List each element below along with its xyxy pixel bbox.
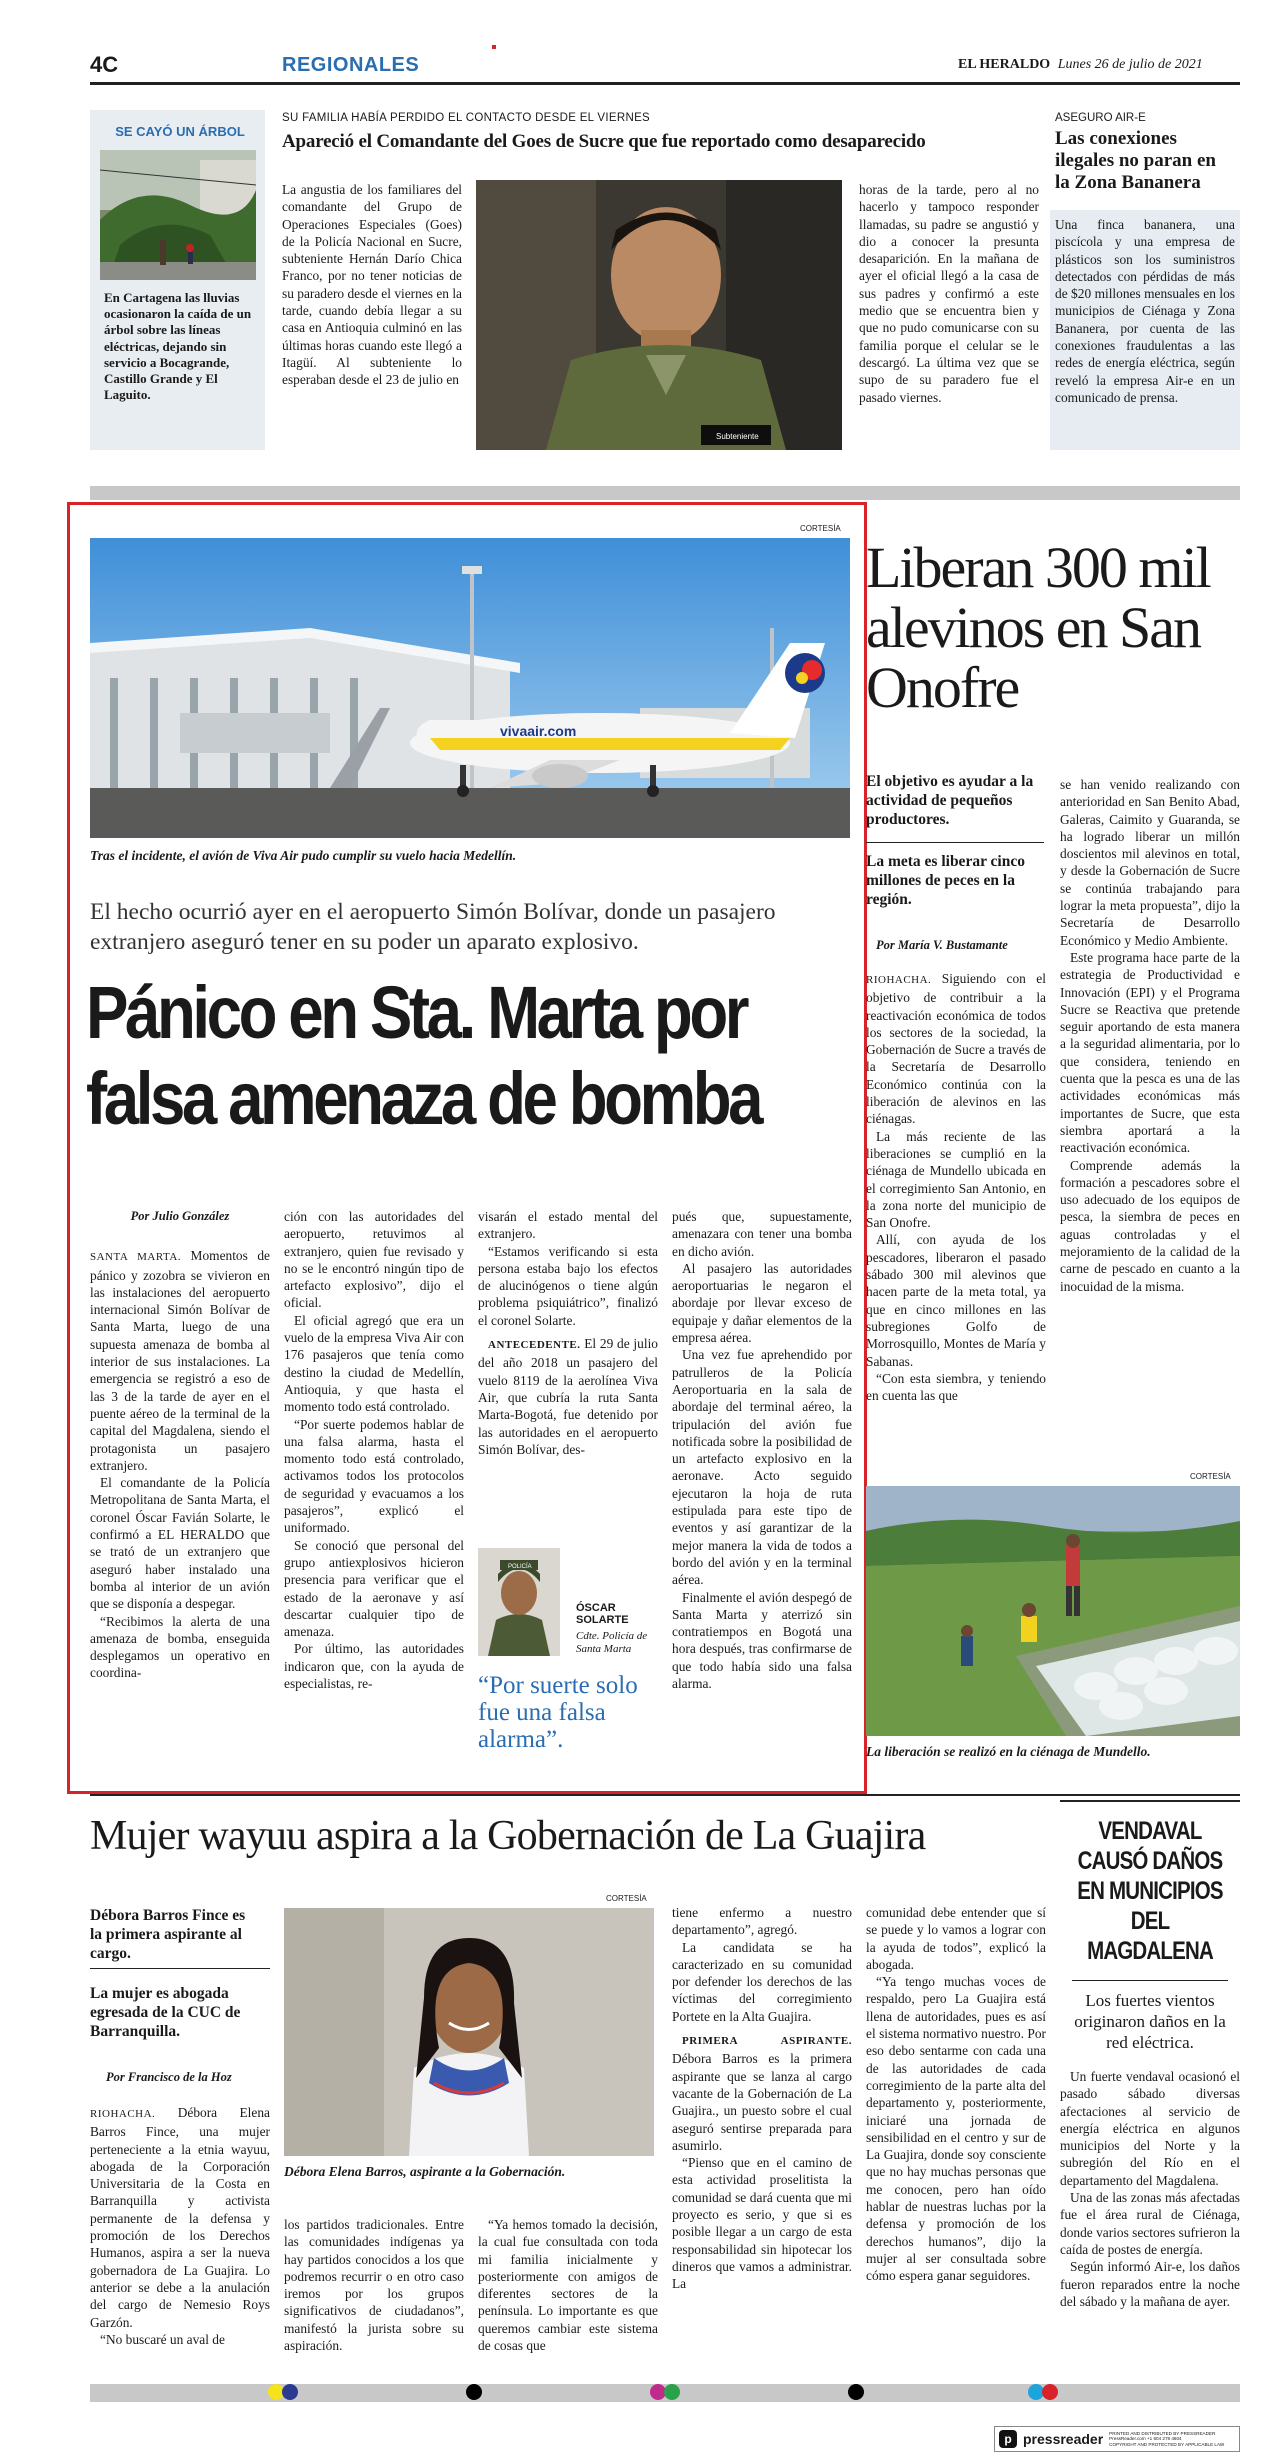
bomb-headline (86, 970, 761, 1142)
quote-name: ÓSCAR SOLARTE (576, 1602, 629, 1626)
wayuu-deck2: La mujer es abogada egresada de la CUC de Barranquilla. (90, 1985, 241, 2040)
section-title: REGIONALES (282, 54, 420, 76)
wayuu-col5 (866, 1904, 1046, 2285)
color-dot-red (1042, 2384, 1058, 2400)
bomb-col3-p1: visarán el estado mental del extranjero. (478, 1209, 658, 1242)
bomb-col2 (284, 1208, 464, 1692)
wayuu-col2 (284, 2216, 464, 2354)
plane-logo-text: vivaair.com (500, 723, 577, 739)
bomb-dateline: SANTA MARTA. (90, 1251, 182, 1264)
bomb-col1-p3: “Recibimos la alerta de una amenaza de bomba, enseguida desplegamos un operativo en coordina- (90, 1613, 270, 1681)
cap-badge-text: POLICÍA (508, 1564, 532, 1570)
color-dot-blue (282, 2384, 298, 2400)
pressreader-brand: pressreader (1023, 2431, 1104, 2447)
bomb-headline-line2: falsa amenaza de bomba (86, 1057, 761, 1140)
alevinos-col2-p3: Comprende además la formación a pescadores sobre el uso adecuado de los equipos de pesca, la siembra de peces en aguas controladas y el mejoramiento de la calidad de la carne de pescado en cuanto a la inocuidad de la misma. (1060, 1157, 1240, 1294)
vendaval-body (1060, 2068, 1240, 2310)
header-rule (90, 82, 1240, 85)
alevinos-col1-p1: Siguiendo con el objetivo de contribuir a la reactivación económica de todos los sectores de la sociedad, la Gobernación de Sucre a través de la Secretaría de Desarrollo Económico continúa con la liberación de alevinos en las ciénagas. (866, 971, 1046, 1127)
wayuu-photo (284, 1908, 654, 2156)
bomb-col2-p5: Por último, las autoridades indicaron que, con la ayuda de especialistas, re- (284, 1641, 464, 1692)
solarte-photo (478, 1548, 560, 1656)
pressreader-line-1: PRINTED AND DISTRIBUTED BY PRESSREADER (1109, 2430, 1216, 2436)
bomb-col4 (672, 1208, 852, 1692)
goes-col1-text: La angustia de los familiares del comandante del Grupo de Operaciones Especiales (Goes) de la Policía Nacional en Sucre, subteniente Hernán Darío Chica Franco, por no tener noticias de su paradero desde el viernes en la tarde, cuando debía llegar a su casa en Antioquia culminó en las últimas horas cuando este llegó a Itagüí. Al subteniente lo esperaban desde el 23 de julio en (282, 182, 462, 388)
wayuu-photo-credit: CORTESÍA (606, 1894, 647, 1903)
wayuu-col2-p1: los partidos tradicionales. Entre las comunidades indígenas ya hay partidos conocidos a los que podremos recurrir o en otro caso iremos por los grupos significativos de ciudadanos”, manifestó la jurista sobre su aspiración. (284, 2217, 464, 2354)
alevinos-deck2: La meta es liberar cinco millones de peces en la región. (866, 853, 1025, 908)
goes-col2-text: horas de la tarde, pero al no hacerlo y tampoco responder llamadas, su padre se angustió y dio a conocer la presunta desaparición. En la mañana de ayer el oficial llegó a la casa de sus padres y confirmó a este medio que se encuentra bien y que no pudo comunicarse con su familia porque el celular se le descargó. La última vez que se supo de su paradero fue el pasado viernes. (859, 182, 1039, 405)
pressreader-lines (1109, 2431, 1224, 2447)
paper-name: EL HERALDO (958, 57, 1051, 72)
bomb-col4-p1: pués que, supuestamente, amenazara con tener una bomba en dicho avión. (672, 1209, 852, 1259)
goes-kicker: SU FAMILIA HABÍA PERDIDO EL CONTACTO DESDE EL VIERNES (282, 112, 651, 124)
goes-col2 (859, 181, 1039, 406)
alevinos-dateline: RIOHACHA. (866, 974, 932, 986)
bomb-col4-p3: Una vez fue aprehendido por patrulleros de la Policía Aeroportuaria en la sala de abordaje del terminal aéreo, la tripulación del avión fue notificada sobre la posibilidad de un artefacto explosivo en la aeronave. Acto seguido ejecutaron la hoja de ruta estipulada para este tipo de eventos y así garantizar de la mejor manera la vida de todos a bordo del avión y en la terminal aérea. (672, 1347, 852, 1588)
section-rule (90, 1794, 1240, 1796)
alevinos-headline: Liberan 300 mil alevinos en San Onofre (866, 535, 1210, 720)
wayuu-col4-p4: “Pienso que en el camino de esta actividad proselitista la comunidad se dará cuenta que mi proyecto es serio, y que si es posible llegar a un cargo de esta responsabilidad sin hipotecar los dineros que vamos a administrar. La (672, 2155, 852, 2292)
viva-air-photo (90, 538, 850, 838)
bomb-col4-p4: Finalmente el avión despegó de Santa Marta y aterrizó sin contratiempos en Bogotá una hora después, tras confirmarse de que todo había sido una falsa alarma. (672, 1589, 852, 1692)
aire-body (1055, 216, 1235, 406)
bomb-photo-caption: Tras el incidente, el avión de Viva Air pudo cumplir su vuelo hacia Medellín. (90, 848, 517, 863)
wayuu-col1-p2: “No buscaré un aval de (100, 2331, 225, 2347)
wayuu-col4-p1: tiene enfermo a nuestro departamento”, agregó. (672, 1905, 852, 1938)
bomb-col2-p2: El oficial agregó que era un vuelo de la empresa Viva Air con 176 pasajeros que tenía como destino la ciudad de Medellín, Antioquia, y que hasta el momento todo está controlado. (284, 1312, 464, 1415)
registration-marks (0, 2384, 1280, 2402)
alevinos-col2-p1: se han venido realizando con anterioridad en San Benito Abad, Galeras, Caimito y Guaranda, se ha logrado liberar un millón doscientos mil alevinos en total, y desde la Gobernación de Sucre se continúa trabajando para lograr la meta propuesta”, dijo la Secretaría de Desarrollo Económico y Medio Ambiente. (1060, 777, 1240, 948)
red-marker (492, 45, 496, 49)
wayuu-col3-p1: “Ya hemos tomado la decisión, la cual fue consultada con toda mi familia inicialmente y posteriormente con amigos de diferentes sectores de la península. Lo importante es que queremos cambiar este sistema de cosas que (478, 2217, 658, 2354)
wayuu-dateline: RIOHACHA. (90, 2108, 156, 2120)
goes-col1 (282, 181, 462, 389)
header-dateline (958, 57, 1203, 73)
color-dot-green (664, 2384, 680, 2400)
vendaval-p1: Un fuerte vendaval ocasionó el pasado sábado diversas afectaciones al servicio de energía eléctrica en algunos municipios del Norte y la subregión del Río en el departamento del Magdalena. (1060, 2069, 1240, 2188)
pressreader-line-3: COPYRIGHT AND PROTECTED BY APPLICABLE LAW (1109, 2441, 1225, 2447)
tree-caption: En Cartagena las lluvias ocasionaron la caída de un árbol sobre las líneas eléctricas, dejando sin servicio a Bocagrande, Castillo Grande y El Laguito. (104, 290, 252, 403)
wayuu-byline: Por Francisco de la Hoz (106, 2070, 232, 2084)
wayuu-col5-p1: comunidad debe entender que sí se puede y lo vamos a lograr con la ayuda de todos”, explicó la abogada. (866, 1905, 1046, 1972)
alevinos-deck1: El objetivo es ayudar a la actividad de pequeños productores. (866, 773, 1034, 828)
wayuu-headline: Mujer wayuu aspira a la Gobernación de La Guajira (90, 1813, 926, 1859)
alevinos-col2 (1060, 776, 1240, 1295)
bomb-col3-lead: ANTECEDENTE. (488, 1339, 581, 1352)
bomb-deck: El hecho ocurrió ayer en el aeropuerto Simón Bolívar, donde un pasajero extranjero aseguró tener en su poder un aparato explosivo. (90, 899, 776, 955)
bomb-headline-line1: Pánico en Sta. Marta por (86, 971, 747, 1054)
wayuu-deck-rule (90, 1968, 270, 1969)
bomb-col3 (478, 1208, 658, 1458)
aire-headline: Las conexiones ilegales no paran en la Zona Bananera (1055, 128, 1216, 193)
issue-date: Lunes 26 de julio de 2021 (1057, 57, 1203, 72)
alevinos-col1-p2: La más reciente de las liberaciones se cumplió en la ciénaga de Mundello ubicada en el corregimiento San Antonio, en la zona norte del municipio de San Onofre. (866, 1128, 1046, 1231)
tree-box-title: SE CAYÓ UN ÁRBOL (115, 124, 245, 139)
vendaval-deck: Los fuertes vientos originaron daños en la red eléctrica. (1074, 1991, 1226, 2052)
alevinos-col2-p2: Este programa hace parte de la estrategia de Productividad e Innovación (EPI) y el Programa Sucre se Reactiva que pretende seguir aportando de esta manera a la seguridad alimentaria, por lo que considera, teniendo en cuenta que la pesca es una de las actividades económicas más importantes de Sucre, que esta siembra aportará a la reactivación económica. (1060, 949, 1240, 1156)
tree-photo (100, 150, 256, 280)
vendaval-top-rule (1060, 1800, 1240, 1802)
wayuu-col3 (478, 2216, 658, 2354)
alevinos-deck-rule (866, 842, 1044, 843)
quote-role: Cdte. Policía de Santa Marta (576, 1630, 648, 1655)
wayuu-col4-p3: Débora Barros es la primera aspirante que se lanza al cargo vacante de la Gobernación de La Guajira., un puesto sobre el cual aseguró sentirse preparada para asumirlo. (672, 2051, 852, 2153)
vendaval-rule (1072, 1980, 1228, 1981)
aire-kicker: ASEGURO AIR-E (1055, 112, 1146, 124)
page-number: 4C (90, 52, 119, 77)
vendaval-headline: VENDAVAL CAUSÓ DAÑOS EN MUNICIPIOS DEL MAGDALENA (1077, 1817, 1223, 1965)
vendaval-p3: Según informó Air-e, los daños fueron reparados entre la noche del sábado y la mañana de ayer. (1060, 2259, 1240, 2309)
bomb-col2-p1: ción con las autoridades del aeropuerto, retuvimos al extranjero, quien fue revisado y no se le encontró ningún tipo de artefacto explosivo”, dijo el oficial. (284, 1209, 464, 1311)
pressreader-icon: p (999, 2430, 1017, 2448)
alevinos-col1-p4: “Con esta siembra, y teniendo en cuenta las que (866, 1370, 1046, 1404)
wayuu-col4 (672, 1904, 852, 2293)
wayuu-deck1: Débora Barros Fince es la primera aspirante al cargo. (90, 1907, 246, 1962)
alevinos-caption: La liberación se realizó en la ciénaga de Mundello. (866, 1744, 1151, 1759)
goes-officer-photo (476, 180, 842, 450)
pull-quote: “Por suerte solo fue una falsa alarma”. (478, 1672, 638, 1753)
bomb-col2-p3: “Por suerte podemos hablar de una falsa alarma, hasta el momento todo está controlado, activamos todos los protocolos de seguridad y evacuamos a los pasajeros”, explicó el uniformado. (284, 1416, 464, 1536)
bomb-col3-p3: El 29 de julio del año 2018 un pasajero del vuelo 8119 de la aerolínea Viva Air, que cubría la ruta Santa Marta-Bogotá, fue detenido por las autoridades en el aeropuerto Simón Bolívar, des- (478, 1336, 658, 1457)
bomb-col3-p2: “Estamos verificando si esta persona estaba bajo los efectos de alucinógenos o tiene algún problema psiquiátrico”, finalizó el coronel Solarte. (478, 1243, 658, 1328)
band-divider (90, 486, 1240, 500)
bomb-col1 (90, 1208, 270, 1682)
bomb-byline: Por Julio González (130, 1209, 230, 1223)
bomb-col1-p2: El comandante de la Policía Metropolitana de Santa Marta, el coronel Óscar Favián Solarte, le confirmó a EL HERALDO que se trató de un extranjero que aseguró haber instalado una bomba al interior de un avión que se disponía a despegar. (90, 1475, 270, 1612)
pressreader-stamp (994, 2426, 1240, 2452)
bomb-photo-credit: CORTESÍA (800, 524, 841, 533)
wayuu-caption: Débora Elena Barros, aspirante a la Gobernación. (284, 2164, 566, 2179)
alevinos-photo (866, 1486, 1240, 1736)
alevinos-col1 (866, 970, 1046, 1404)
alevinos-photo-credit: CORTESÍA (1190, 1472, 1231, 1481)
bomb-col1-p1: Momentos de pánico y zozobra se vivieron en las instalaciones del aeropuerto internacional Simón Bolívar de Santa Marta, luego de una supuesta amenaza de bomba al interior de sus instalaciones. La emergencia se registró a eso de las 3 de la tarde de ayer en el puente aéreo de la terminal de la capital del Magdalena, siendo el protagonista un pasajero extranjero. (90, 1248, 270, 1473)
vendaval-p2: Una de las zonas más afectadas fue el área rural de Ciénaga, donde varios sectores sufrieron la caída de postes de energía. (1060, 2190, 1240, 2257)
bomb-col2-p4: Se conoció que personal del grupo antiexplosivos hicieron presencia para verificar que el estado de la aeronave y así descartar cualquier tipo de amenaza. (284, 1537, 464, 1640)
aire-body-text: Una finca bananera, una piscícola y una empresa de plásticos son los suministros detectados con pérdidas de más de $20 millones mensuales en los municipios de Ciénaga y Zona Bananera, por cuenta de las conexiones fraudulentas a las redes de energía eléctrica, según reveló la empresa Air-e en un comunicado de prensa. (1055, 217, 1235, 405)
pressreader-line-2: PressReader.com +1 604 278 4604 (1109, 2436, 1182, 2442)
bomb-col4-p2: Al pasajero las autoridades aeroportuarias le negaron el abordaje por llevar exceso de equipaje y dañar elementos de la empresa aérea. (672, 1260, 852, 1346)
alevinos-col1-p3: Allí, con ayuda de los pescadores, liberaron el pasado sábado 300 mil alevinos que hacen parte de la meta total, ya que en cinco millones en las subregiones Golfo de Morrosquillo, Montes de María y Sabanas. (866, 1232, 1046, 1369)
wayuu-col4-p2: La candidata se ha caracterizado en su comunidad por defender los derechos de las víctimas del corregimiento Portete en la Alta Guajira. (672, 1939, 852, 2024)
wayuu-col1-p1: Débora Elena Barros Fince, una mujer perteneciente a la etnia wayuu, abogada de la Corporación Universitaria de la Costa en Barranquilla y activista permanente de la defensa y promoción de los Derechos Humanos, aspira a ser la nueva gobernadora de La Guajira. Lo anterior se debe a la anulación del cargo de Nemesio Roys Garzón. (90, 2105, 270, 2330)
color-dot-black-2 (848, 2384, 864, 2400)
wayuu-col5-p2: “Ya tengo muchas voces de respaldo, pero La Guajira está llena de autoridades, pues es así el sistema normativo nuestro. Por eso debo sentarme con cada una de las autoridades de cada corregimiento de la parte alta del departamento y, posteriormente, iniciaré una jornada de sensibilidad en el centro y sur de La Guajira, donde soy consciente que no hay muchas personas que me conocen, pero han oído hablar de nuestras luchas por la defensa y promoción de los derechos humanos”, dijo la mujer al ser consultada sobre cómo espera ganar seguidores. (866, 1974, 1046, 2284)
wayuu-col1 (90, 2104, 270, 2348)
wayuu-col4-lead: PRIMERA ASPIRANTE. (682, 2035, 852, 2048)
color-dot-black (466, 2384, 482, 2400)
alevinos-byline: Por María V. Bustamante (876, 938, 1008, 952)
officer-badge: Subteniente (716, 432, 759, 441)
goes-headline: Apareció el Comandante del Goes de Sucre que fue reportado como desaparecido (282, 131, 926, 152)
